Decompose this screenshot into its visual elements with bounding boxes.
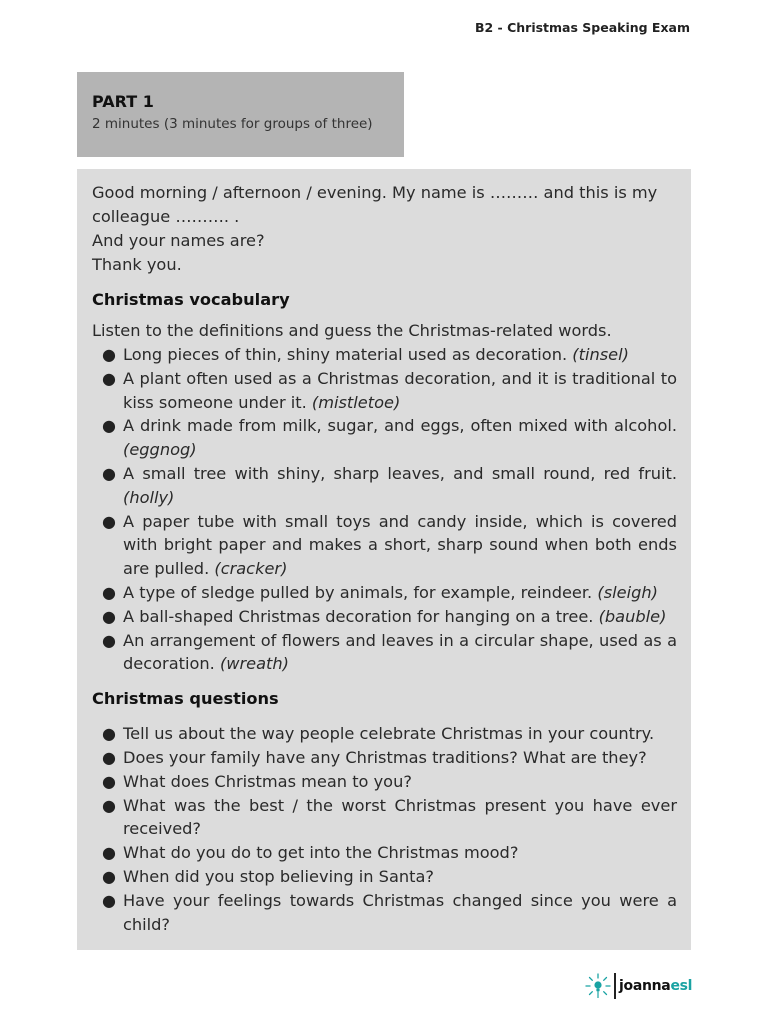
questions-heading: Christmas questions [92,689,279,709]
vocabulary-item [102,367,677,415]
question-item [102,770,677,794]
definition-text: Long pieces of thin, shiny material used as decoration. [123,345,568,364]
definition-text: A small tree with shiny, sharp leaves, and small round, red fruit. [123,463,677,483]
bullet-icon: ● [102,511,116,531]
bullet-icon: ● [102,724,116,744]
vocabulary-item [102,581,677,605]
logo-divider [614,973,616,999]
bullet-icon: ● [102,345,116,364]
vocabulary-item [102,629,677,677]
definition-text: A ball-shaped Christmas decoration for hanging on a tree. [123,606,594,626]
definition-text: An arrangement of flowers and leaves in a circular shape, used as a decoration. [123,630,677,674]
vocabulary-instruction: Listen to the definitions and guess the Christmas-related words. [92,321,612,340]
bullet-icon: ● [102,890,116,910]
vocabulary-item [102,414,677,462]
question-text: What do you do to get into the Christmas mood? [123,843,519,863]
part-title: PART 1 [92,92,154,111]
exam-content-box [77,169,691,950]
bullet-icon: ● [102,368,116,388]
part-info-box [77,72,404,157]
definition-text: A plant often used as a Christmas decoration, and it is traditional to kiss someone under it. [123,368,677,412]
answer-text: (wreath) [219,654,289,674]
question-text: What does Christmas mean to you? [123,771,412,791]
joannaesl-logo [584,970,694,1002]
vocabulary-item [102,605,677,629]
intro-line: Thank you. [92,255,182,274]
answer-text: (mistletoe) [311,392,401,412]
answer-text: (holly) [123,487,175,507]
vocabulary-list [92,343,677,676]
answer-text: (eggnog) [123,440,197,460]
question-item [102,841,677,865]
question-item [102,794,677,842]
bullet-icon: ● [102,795,116,815]
questions-list [92,722,677,936]
definition-text: A type of sledge pulled by animals, for example, reindeer. [123,582,593,602]
bullet-icon: ● [102,463,116,483]
answer-text: (bauble) [598,606,667,626]
bullet-icon: ● [102,582,116,602]
intro-line: Good morning / afternoon / evening. My name is ……… and this is my colleague ………. . [92,183,658,226]
question-text: Have your feelings towards Christmas changed since you were a child? [123,890,677,934]
answer-text: (tinsel) [572,345,629,364]
question-text: When did you stop believing in Santa? [123,866,434,886]
lightbulb-icon [584,972,612,1000]
document-header-title: B2 - Christmas Speaking Exam [474,20,690,35]
vocabulary-item [102,462,677,510]
answer-text: (cracker) [214,559,288,579]
question-text: Tell us about the way people celebrate Christmas in your country. [123,724,655,744]
bullet-icon: ● [102,606,116,626]
intro-line: And your names are? [92,231,265,250]
bullet-icon: ● [102,843,116,863]
definition-text: A drink made from milk, sugar, and eggs, often mixed with alcohol. [123,416,677,436]
bullet-icon: ● [102,771,116,791]
question-text: What was the best / the worst Christmas present you have ever received? [123,795,677,839]
bullet-icon: ● [102,630,116,650]
definition-text: A paper tube with small toys and candy inside, which is covered with bright paper and makes a short, sharp sound when both ends are pulled. [123,511,677,579]
vocabulary-item [102,510,677,581]
vocabulary-heading: Christmas vocabulary [92,290,290,309]
bullet-icon: ● [102,866,116,886]
question-item [102,865,677,889]
question-item [102,746,677,770]
question-item [102,722,677,746]
answer-text: (sleigh) [597,582,658,602]
question-text: Does your family have any Christmas traditions? What are they? [123,747,647,767]
vocabulary-item [102,343,677,367]
logo-wordmark: joannaesl [619,978,693,994]
bullet-icon: ● [102,416,116,436]
bullet-icon: ● [102,747,116,767]
part-duration: 2 minutes (3 minutes for groups of three) [92,116,373,132]
question-item [102,889,677,937]
